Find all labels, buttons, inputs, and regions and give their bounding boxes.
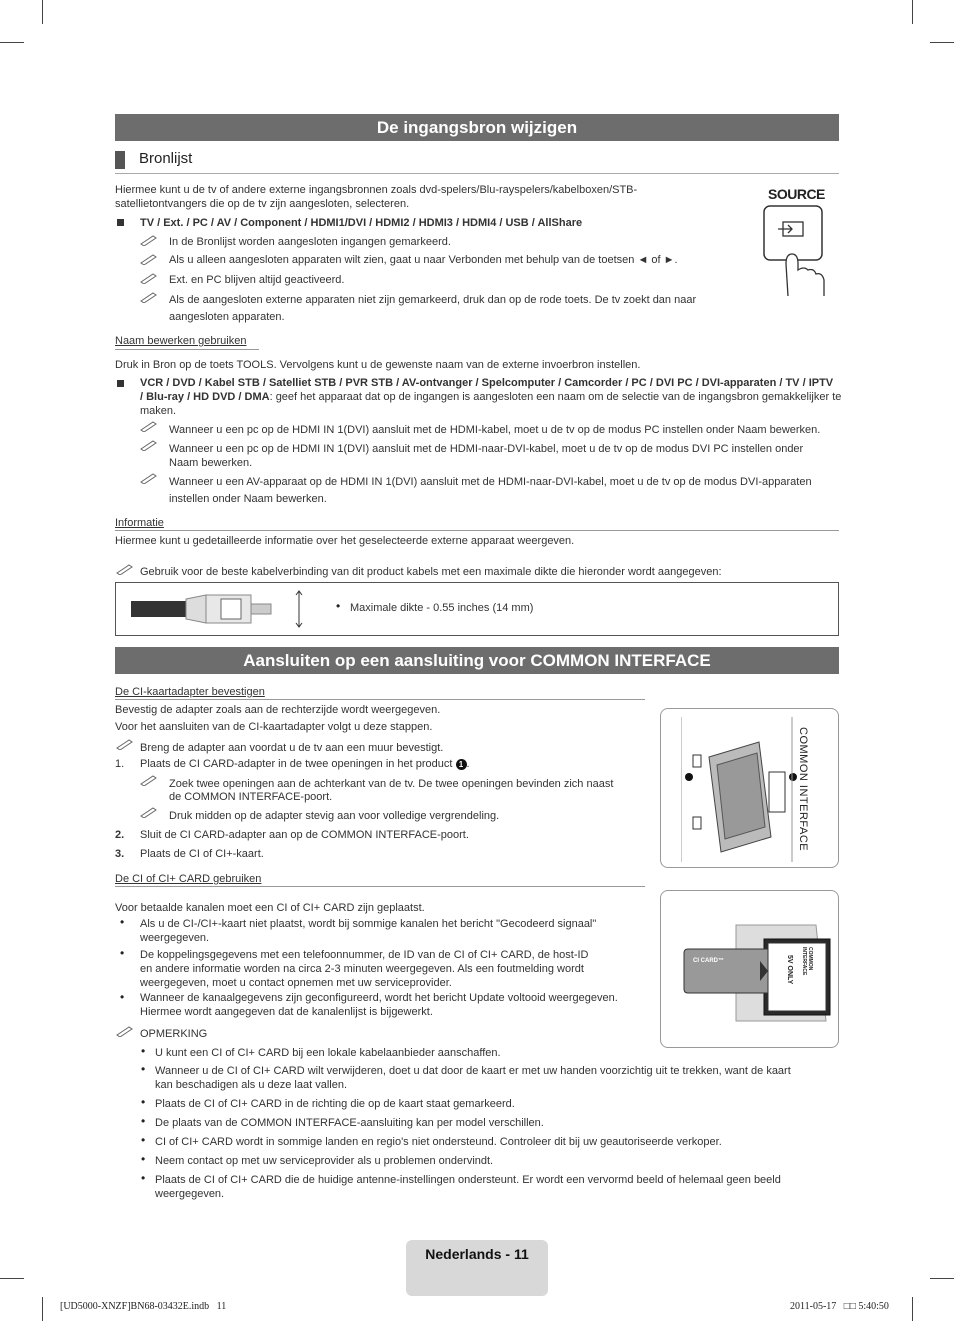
bullet: •: [141, 1114, 146, 1128]
subsection-title: Bronlijst: [139, 150, 193, 167]
crop-mark: [930, 1278, 954, 1279]
note-icon: [140, 439, 158, 451]
step-number: 1.: [115, 758, 125, 770]
note-text: Wanneer u een pc op de HDMI IN 1(DVI) aansluit met de HDMI-naar-DVI-kabel, moet u de tv op de modus DVI PC instellen onder: [169, 443, 804, 455]
bullet: •: [141, 1152, 146, 1166]
note-icon: [140, 420, 158, 432]
remark-text: De plaats van de COMMON INTERFACE-aansluiting kan per model verschillen.: [155, 1117, 544, 1129]
crop-mark: [0, 42, 24, 43]
section-title: De ingangsbron wijzigen: [115, 114, 839, 141]
page-number-tab: [406, 1240, 548, 1296]
remark-text: Wanneer u de CI of CI+ CARD wilt verwijderen, doet u dat door de kaart er met uw handen voorzichtig uit te trekken, want de kaart: [155, 1065, 791, 1077]
source-list: TV / Ext. / PC / AV / Component / HDMI1/DVI / HDMI2 / HDMI3 / HDMI4 / USB / AllShare: [140, 217, 583, 229]
note-icon: [140, 774, 158, 786]
step-number: 3.: [115, 848, 125, 860]
intro-line: Hiermee kunt u de tv of andere externe ingangsbronnen zoals dvd-spelers/Blu-rayspelers/kabelboxen/STB-: [115, 184, 638, 196]
edit-list-desc: maken.: [140, 405, 177, 417]
bullet: •: [120, 946, 125, 960]
crop-mark: [42, 0, 43, 24]
note-text: Wanneer u een pc op de HDMI IN 1(DVI) aansluit met de HDMI-kabel, moet u de tv op de modus PC instellen onder Naam bewerken.: [169, 424, 821, 436]
edit-intro: Druk in Bron op de toets TOOLS. Vervolgens kunt u de gewenste naam van de externe invoerbron instellen.: [115, 359, 641, 371]
ci-port-label: COMMON INTERFACE: [801, 947, 813, 976]
ci-note: Breng de adapter aan voordat u de tv aan een muur bevestigt.: [140, 742, 444, 754]
note-text: In de Bronlijst worden aangesloten ingangen gemarkeerd.: [169, 236, 451, 248]
ci-port-label: 5V ONLY: [786, 955, 793, 985]
page-number: Nederlands - 11: [425, 1246, 529, 1262]
bullet-text: De koppelingsgegevens met een telefoonnummer, de ID van de CI of CI+ CARD, de host-ID: [140, 949, 589, 961]
bullet: •: [141, 1044, 146, 1058]
ci-text: Voor het aansluiten van de CI-kaartadapter volgt u deze stappen.: [115, 721, 433, 733]
ci-card-figure: [660, 890, 839, 1048]
remark-heading: OPMERKING: [140, 1028, 208, 1040]
bullet: •: [141, 1062, 146, 1076]
remark-text: CI of CI+ CARD wordt in sommige landen en regio's niet ondersteund. Controleer dit bij uw geautoriseerde verkoper.: [155, 1136, 722, 1148]
ci-card-label: CI CARD™: [693, 958, 724, 964]
ci-heading: De CI-kaartadapter bevestigen: [115, 686, 265, 698]
bullet-square: [117, 380, 124, 387]
subsection-header: [115, 148, 839, 174]
edit-list: / Blu-ray / HD DVD / DMA: [140, 391, 270, 403]
note-icon: [116, 1025, 134, 1037]
note-text: aangesloten apparaten.: [169, 311, 285, 323]
step-note: Zoek twee openingen aan de achterkant van de tv. De twee openingen bevinden zich naast: [169, 778, 614, 790]
intro-line: satellietontvangers die op de tv zijn aangesloten, selecteren.: [115, 198, 410, 210]
bullet: •: [141, 1171, 146, 1185]
bullet: •: [141, 1095, 146, 1109]
cable-max: Maximale dikte - 0.55 inches (14 mm): [350, 602, 534, 614]
bullet-text: Hiermee wordt aangegeven dat de kanalenlijst is bijgewerkt.: [140, 1006, 433, 1018]
bullet-text: Wanneer de kanaalgegevens zijn geconfigureerd, wordt het bericht Update voltooid weergegeven.: [140, 992, 618, 1004]
source-button-icon: [762, 204, 828, 298]
note-text: Ext. en PC blijven altijd geactiveerd.: [169, 274, 345, 286]
divider: [115, 349, 259, 350]
ci-adapter-icon: [681, 717, 803, 862]
bullet-text: weergegeven.: [140, 932, 210, 944]
note-icon: [140, 272, 158, 284]
edit-list: VCR / DVD / Kabel STB / Satelliet STB / PVR STB / AV-ontvanger / Spelcomputer / Camcorder / PC / DVI PC / DVI-apparaten / TV / IPTV: [140, 377, 834, 389]
common-interface-label: COMMON INTERFACE: [797, 727, 809, 852]
note-icon: [140, 234, 158, 246]
bullet: •: [120, 990, 125, 1004]
note-text: Als u alleen aangesloten apparaten wilt zien, gaat u naar Verbonden met behulp van de toetsen ◄ of ►.: [169, 254, 678, 266]
note-text: instellen onder Naam bewerken.: [169, 493, 327, 505]
ci-card-text: Voor betaalde kanalen moet een CI of CI+ CARD zijn geplaatst.: [115, 902, 425, 914]
remark-text: U kunt een CI of CI+ CARD bij een lokale kabelaanbieder aanschaffen.: [155, 1047, 501, 1059]
note-text: Naam bewerken.: [169, 457, 253, 469]
note-icon: [140, 253, 158, 265]
step-note: de COMMON INTERFACE-poort.: [169, 791, 333, 803]
cable-note: Gebruik voor de beste kabelverbinding van dit product kabels met een maximale dikte die hieronder wordt aangegeven:: [140, 566, 722, 578]
ci-card-heading: De CI of CI+ CARD gebruiken: [115, 873, 262, 885]
subsection-marker: [115, 151, 125, 169]
step-text: Plaats de CI of CI+-kaart.: [140, 848, 264, 860]
edit-list-desc: : geef het apparaat dat op de ingangen is aangesloten een naam om de selectie van de ingangsbron gemakkelijker te: [269, 391, 842, 403]
crop-mark: [930, 42, 954, 43]
cable-icon: [131, 589, 306, 629]
info-text: Hiermee kunt u gedetailleerde informatie over het geselecteerde externe apparaat weergeven.: [115, 535, 575, 547]
crop-mark: [912, 1297, 913, 1321]
bullet-text: weergegeven, moet u contact opnemen met uw serviceprovider.: [140, 977, 452, 989]
divider: [115, 886, 645, 887]
ci-text: Bevestig de adapter zoals aan de rechterzijde wordt weergegeven.: [115, 704, 441, 716]
step-number: 2.: [115, 829, 125, 841]
crop-mark: [42, 1297, 43, 1321]
ci-adapter-figure: [660, 708, 839, 868]
bullet-text: Als u de CI-/CI+-kaart niet plaatst, wordt bij sommige kanalen het bericht "Gecodeerd signaal": [140, 918, 597, 930]
note-icon: [116, 563, 134, 575]
info-heading: Informatie: [115, 517, 164, 529]
bullet: •: [120, 915, 125, 929]
remark-text: weergegeven.: [155, 1188, 225, 1200]
note-text: Als de aangesloten externe apparaten niet zijn gemarkeerd, druk dan op de rode toets. De tv zoekt dan naar: [169, 294, 697, 306]
note-icon: [140, 291, 158, 303]
note-icon: [116, 738, 134, 750]
bullet: •: [336, 599, 341, 613]
step-text: Plaats de CI CARD-adapter in de twee openingen in het product 1 .: [140, 758, 470, 770]
step-note: Druk midden op de adapter stevig aan voor volledige vergrendeling.: [169, 810, 500, 822]
print-date: 2011-05-17 □□ 5:40:50: [790, 1301, 889, 1312]
note-icon: [140, 472, 158, 484]
crop-mark: [0, 1278, 24, 1279]
section-title: Aansluiten op een aansluiting voor COMMON INTERFACE: [115, 647, 839, 674]
cable-box: [115, 582, 839, 636]
source-button-label: SOURCE: [768, 186, 825, 202]
crop-mark: [912, 0, 913, 24]
file-info: [UD5000-XNZF]BN68-03432E.indb 11: [60, 1301, 227, 1312]
edit-heading: Naam bewerken gebruiken: [115, 335, 247, 347]
step-text: Sluit de CI CARD-adapter aan op de COMMON INTERFACE-poort.: [140, 829, 469, 841]
remark-text: kan beschadigen als u deze laat vallen.: [155, 1079, 348, 1091]
bullet-text: en andere informatie worden na circa 2-3 minuten weergegeven. Als een foutmelding wordt: [140, 963, 584, 975]
remark-text: Plaats de CI of CI+ CARD die de huidige antenne-instellingen ondersteunt. Er wordt een vervormd beeld of helemaal geen beeld: [155, 1174, 781, 1186]
note-text: Wanneer u een AV-apparaat op de HDMI IN 1(DVI) aansluit met de HDMI-naar-DVI-kabel, moet u de tv op de modus DVI-apparaten: [169, 476, 812, 488]
bullet-square: [117, 219, 124, 226]
note-icon: [140, 806, 158, 818]
divider: [115, 530, 839, 531]
remark-text: Plaats de CI of CI+ CARD in de richting die op de kaart staat gemarkeerd.: [155, 1098, 515, 1110]
bullet: •: [141, 1133, 146, 1147]
remark-text: Neem contact op met uw serviceprovider als u problemen ondervindt.: [155, 1155, 494, 1167]
divider: [115, 699, 645, 700]
